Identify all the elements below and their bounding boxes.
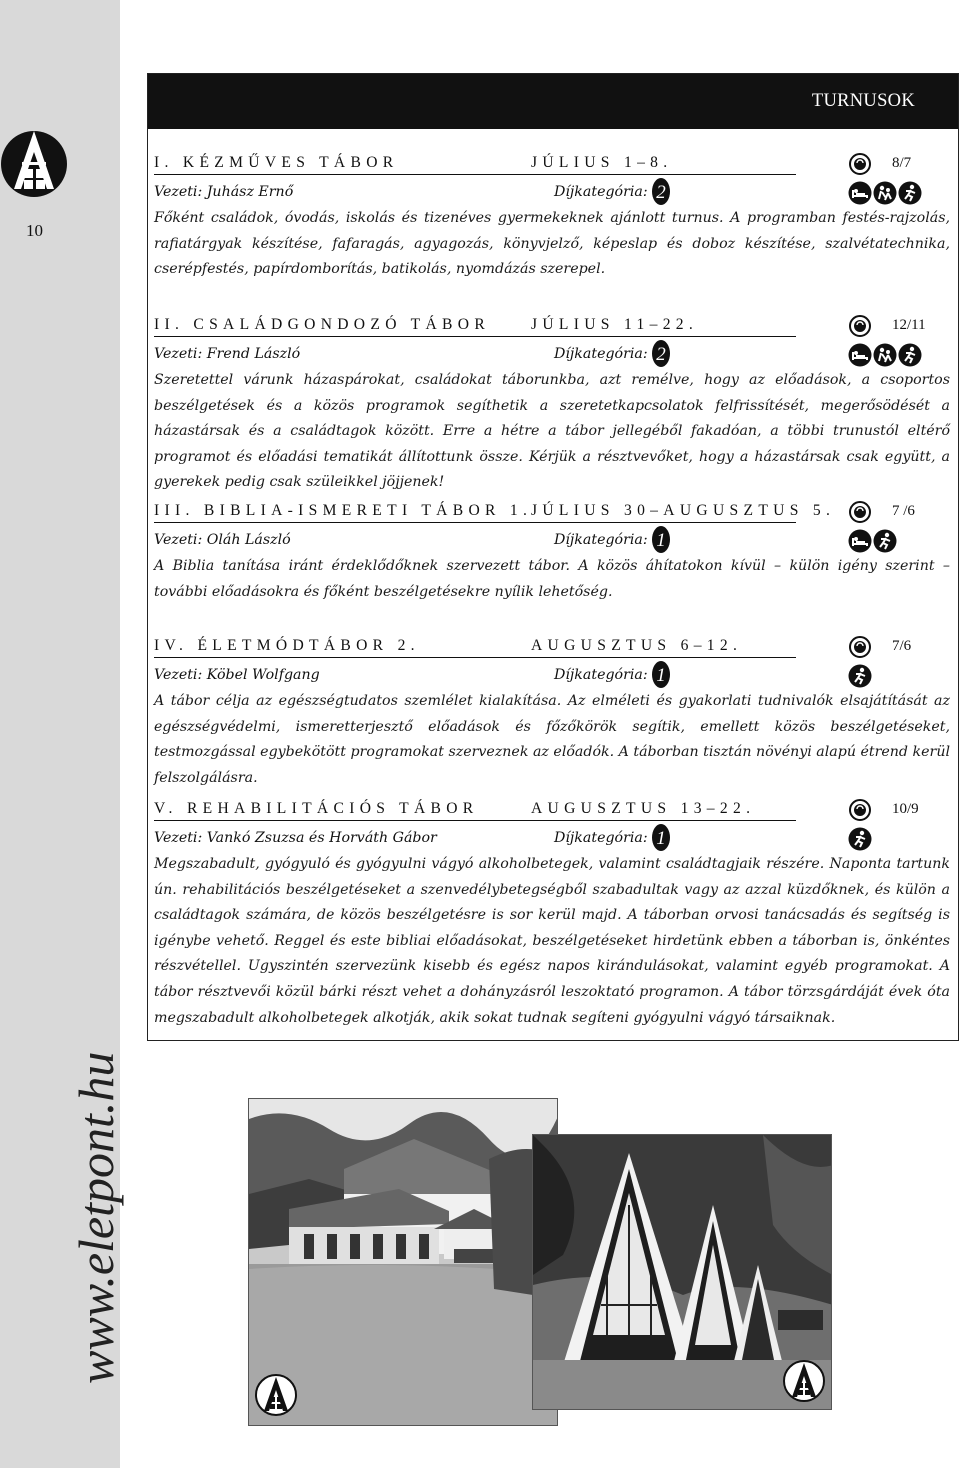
a-frame-cabins-photo <box>532 1134 832 1410</box>
run-icon <box>848 827 872 851</box>
camp-5 <box>154 800 950 1031</box>
svg-text:1: 1 <box>656 828 666 849</box>
camp-building-photo <box>248 1098 558 1426</box>
sun-icon <box>849 501 871 523</box>
schedule-box <box>147 73 959 1041</box>
camp-description: Szeretettel várunk házaspárokat, családokat táborunkba, azt remélve, hogy az előadások, a csoportos beszélgetések és a közös programok segíthetik a szeretetkapcsolatok felfrissítését, megerősödését a házastársak és a családtagok között. Erre a hétre a tábor jellegéből fakadóan, a többi trunustól eltérő programot és előadási tematikát állítottunk össze. Kérjük a résztvevőket, hogy a házastársak csak együtt, a gyerekek pedig csak szüleikkel jöjjenek! <box>154 372 950 491</box>
header-rule <box>154 657 796 658</box>
logo-watermark-icon <box>255 1371 297 1419</box>
pair-icon <box>873 343 897 367</box>
fee-label: Díjkategória: <box>554 184 648 200</box>
page-number: 10 <box>26 221 43 240</box>
fee-label: Díjkategória: <box>554 346 648 362</box>
fee-label: Díjkategória: <box>554 830 648 846</box>
header-rule <box>154 820 796 821</box>
camp-description: Főként családok, óvodás, iskolás és tizenéves gyermekeknek ajánlott turnus. A programban festés-rajzolás, rafiatárgyak készítése, fafaragás, agyagozás, könyvjelző, képeslap és doboz készítése, szalvétatechnika, cserépfestés, papírdomborítás, batikolás, nyomdázás szerepel. <box>154 210 950 278</box>
camp-leader: Vezeti: Vankó Zsuzsa és Horváth Gábor <box>154 830 437 846</box>
camp-date: JÚLIUS 30–AUGUSZTUS 5. <box>531 502 836 519</box>
camp-3 <box>154 502 950 605</box>
camp-name: I. KÉZMŰVES TÁBOR <box>154 154 399 171</box>
activity-icons <box>848 827 872 851</box>
days-nights: 12/11 <box>892 317 926 333</box>
days-nights: 8/7 <box>892 155 912 171</box>
svg-text:2: 2 <box>656 344 666 365</box>
svg-text:2: 2 <box>656 182 666 203</box>
camp-leader: Vezeti: Köbel Wolfgang <box>154 667 320 683</box>
run-icon <box>848 664 872 688</box>
fee-category-2-badge <box>652 178 670 205</box>
sun-icon <box>849 153 871 175</box>
activity-icons <box>848 181 922 205</box>
sun-icon <box>849 636 871 658</box>
activity-icons <box>848 343 922 367</box>
camp-1 <box>154 154 950 283</box>
days-nights: 10/9 <box>892 801 919 817</box>
run-icon <box>898 343 922 367</box>
activity-icons <box>848 664 872 688</box>
fee-label: Díjkategória: <box>554 532 648 548</box>
camp-2 <box>154 316 950 496</box>
svg-text:1: 1 <box>656 665 666 686</box>
camp-date: JÚLIUS 11–22. <box>531 316 699 333</box>
pair-icon <box>873 181 897 205</box>
fee-category-1-badge <box>652 824 670 851</box>
camp-leader: Vezeti: Frend László <box>154 346 301 362</box>
camp-date: AUGUSZTUS 6–12. <box>531 637 743 654</box>
camp-4 <box>154 637 950 791</box>
header-rule <box>154 336 796 337</box>
camp-name: II. CSALÁDGONDOZÓ TÁBOR <box>154 316 491 333</box>
header-rule <box>154 522 796 523</box>
header-rule <box>154 174 796 175</box>
camp-leader: Vezeti: Oláh László <box>154 532 291 548</box>
fee-category-2-badge <box>652 340 670 367</box>
run-icon <box>898 181 922 205</box>
sun-icon <box>849 799 871 821</box>
days-nights: 7/6 <box>892 638 912 654</box>
camp-leader: Vezeti: Juhász Ernő <box>154 184 294 200</box>
fee-category-1-badge <box>652 661 670 688</box>
camp-description: Megszabadult, gyógyuló és gyógyulni vágyó alkoholbetegek, valamint családtagjaik részére. Naponta tartunk ún. rehabilitációs beszélgetéseket a szenvedélybetegségből szabadultak vagy az azzal küzdőknek, és külön a családtagok számára, de közös beszélgetésre is sor kerül majd. A táborban orvosi tanácsadás és segítség is igénybe vehető. Reggel és este bibliai előadásokat, beszélgetéseket hirdetünk ebben a táborban is, önkéntes részvétellel. Ugyszintén szervezünk kisebb és egész napos kirándulásokat, valamint egyéb programokat. A tábor résztvevői közül bárki részt vehet a dohányzásról leszoktató programon. A tábor törzsgárdáját évek óta megszabadult alkoholbetegek alkotják, akik sokat tudnak segíteni gyógyulni vágyó társaiknak. <box>154 856 950 1026</box>
rest-icon <box>848 181 872 205</box>
rest-icon <box>848 529 872 553</box>
left-sidebar <box>0 0 124 1468</box>
camp-date: AUGUSZTUS 13–22. <box>531 800 756 817</box>
days-nights: 7 /6 <box>892 503 915 519</box>
activity-icons <box>848 529 897 553</box>
camp-description: A tábor célja az egészségtudatos szemlélet kialakítása. Az elméleti és gyakorlati tudnivalók elsajátítását az egészségvédelmi, ismeretterjesztő előadások és főzőkörök segítik, emellett közös beszélgetéseket, testmozgással egybekötött programokat szerveznek az előadók. A táborban tisztán növényi alapú étrend kerül felszolgálásra. <box>154 693 950 786</box>
camp-date: JÚLIUS 1–8. <box>531 154 673 171</box>
banner-title: TURNUSOK <box>811 91 915 111</box>
camp-name: III. BIBLIA-ISMERETI TÁBOR 1. <box>154 502 533 519</box>
fee-category-1-badge <box>652 526 670 553</box>
rest-icon <box>848 343 872 367</box>
logo-watermark-icon <box>783 1357 825 1405</box>
camp-name: IV. ÉLETMÓDTÁBOR 2. <box>154 637 420 654</box>
camp-description: A Biblia tanítása iránt érdeklődőknek szervezett tábor. A közös áhítatokon kívül – külön igény szerint – további előadásokra és főként beszélgetésekre nyílik lehetőség. <box>154 558 950 600</box>
svg-text:1: 1 <box>656 530 666 551</box>
sun-icon <box>849 315 871 337</box>
website-link[interactable]: www.eletpont.hu <box>68 1051 124 1384</box>
fee-label: Díjkategória: <box>554 667 648 683</box>
title-banner <box>148 74 958 129</box>
run-icon <box>873 529 897 553</box>
camp-name: V. REHABILITÁCIÓS TÁBOR <box>154 800 479 817</box>
eletpont-logo-icon <box>0 122 70 206</box>
